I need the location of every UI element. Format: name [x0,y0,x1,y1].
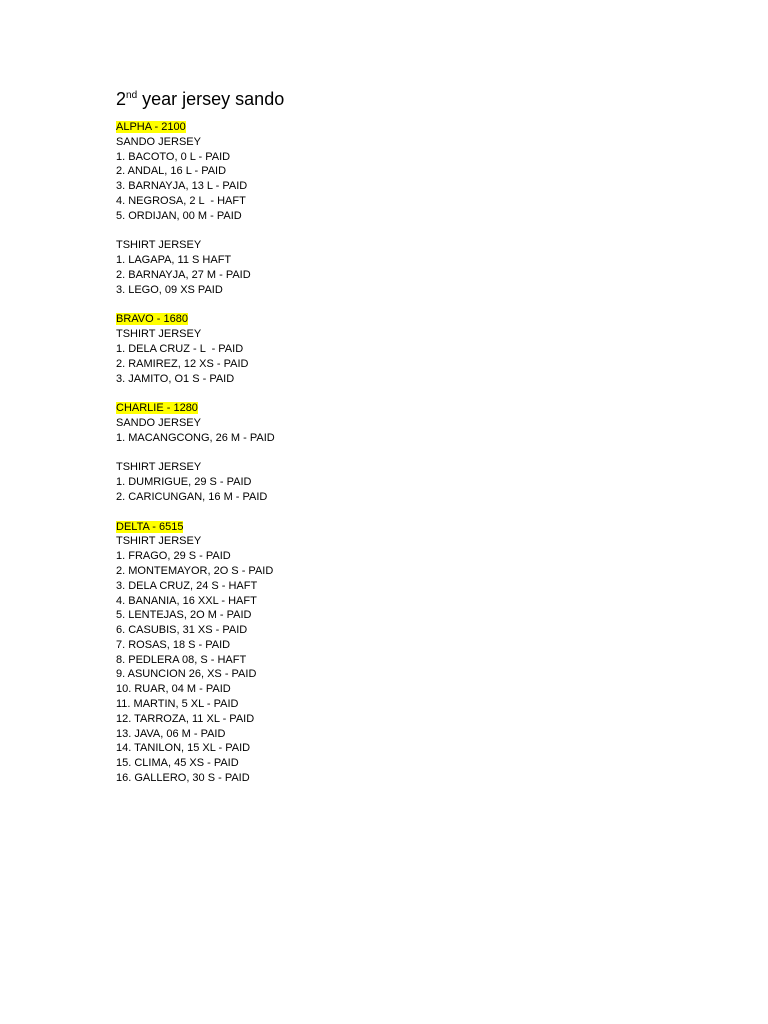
title-ordinal-suffix: nd [126,90,138,101]
list-item: 2. ANDAL, 16 L - PAID [116,165,227,178]
list-item: 3. DELA CRUZ, 24 S - HAFT [116,579,258,592]
list-item: 13. JAVA, 06 M - PAID [116,727,226,740]
team-heading [116,401,716,416]
blank-line [116,446,716,461]
list-item: 1. DUMRIGUE, 29 S - PAID [116,476,252,489]
list-item: 1. LAGAPA, 11 S HAFT [116,254,232,267]
group-label: SANDO JERSEY [116,135,201,148]
team-heading-highlight: ALPHA - 2100 [116,121,186,133]
team-heading-highlight: DELTA - 6515 [116,520,184,533]
list-item: 6. CASUBIS, 31 XS - PAID [116,624,248,637]
blank-line [116,298,716,313]
list-item: 4. BANANIA, 16 XXL - HAFT [116,594,257,607]
list-item: 10. RUAR, 04 M - PAID [116,683,231,696]
group-label: SANDO JERSEY [116,416,201,429]
group-label: TSHIRT JERSEY [116,535,202,548]
team-list [116,120,716,786]
blank-line [116,224,716,239]
group-label: TSHIRT JERSEY [116,239,202,252]
title-text: year jersey sando [137,89,285,109]
list-item: 4. NEGROSA, 2 L - HAFT [116,194,246,207]
team-section [116,401,716,519]
blank-line [116,505,716,520]
team-section [116,312,716,401]
list-item: 1. FRAGO, 29 S - PAID [116,550,231,563]
list-item: 1. MACANGCONG, 26 M - PAID [116,431,275,444]
team-section [116,120,716,312]
list-item: 7. ROSAS, 18 S - PAID [116,638,231,651]
list-item: 11. MARTIN, 5 XL - PAID [116,698,239,711]
group-label: TSHIRT JERSEY [116,461,202,474]
list-item: 12. TARROZA, 11 XL - PAID [116,712,255,725]
team-heading [116,520,716,535]
team-heading-highlight: CHARLIE - 1280 [116,402,198,415]
blank-line [116,386,716,401]
title-ordinal-number: 2 [116,89,127,109]
list-item: 14. TANILON, 15 XL - PAID [116,742,251,755]
list-item: 1. BACOTO, 0 L - PAID [116,150,231,163]
team-section [116,520,716,786]
list-item: 3. JAMITO, O1 S - PAID [116,372,235,385]
list-item: 2. RAMIREZ, 12 XS - PAID [116,357,249,370]
list-item: 3. BARNAYJA, 13 L - PAID [116,180,248,193]
list-item: 1. DELA CRUZ - L - PAID [116,342,244,355]
list-item: 2. MONTEMAYOR, 2O S - PAID [116,564,274,577]
list-item: 9. ASUNCION 26, XS - PAID [116,668,257,681]
list-item: 5. LENTEJAS, 2O M - PAID [116,609,252,622]
group-label: TSHIRT JERSEY [116,328,202,341]
team-heading [116,120,716,135]
document-title [116,86,716,112]
team-heading [116,312,716,327]
list-item: 15. CLIMA, 45 XS - PAID [116,757,239,770]
list-item: 3. LEGO, 09 XS PAID [116,283,223,296]
document-page [116,86,716,786]
list-item: 2. BARNAYJA, 27 M - PAID [116,268,251,281]
list-item: 16. GALLERO, 30 S - PAID [116,772,250,785]
list-item: 5. ORDIJAN, 00 M - PAID [116,209,242,222]
list-item: 8. PEDLERA 08, S - HAFT [116,653,247,666]
team-heading-highlight: BRAVO - 1680 [116,313,188,326]
list-item: 2. CARICUNGAN, 16 M - PAID [116,490,268,503]
